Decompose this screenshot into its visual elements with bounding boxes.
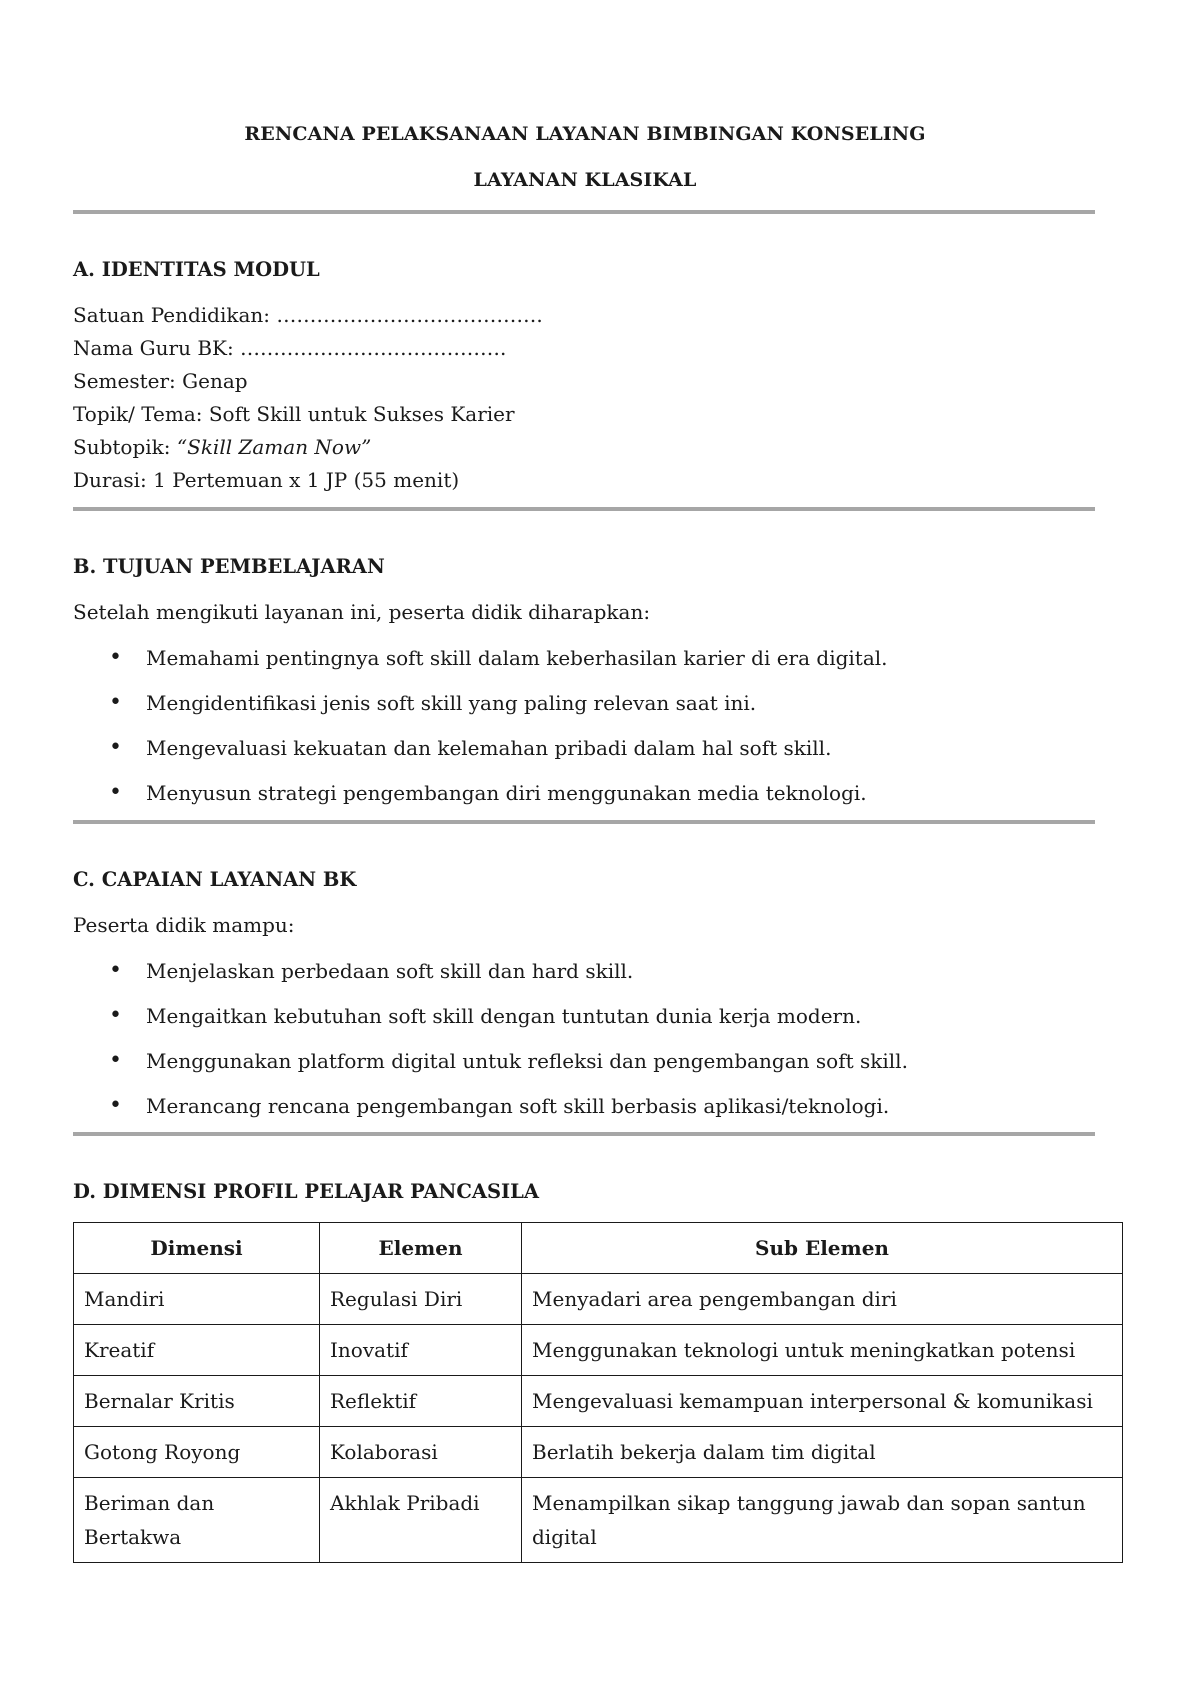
- table-cell: Menggunakan teknologi untuk meningkatkan potensi: [522, 1325, 1123, 1376]
- table-cell: Akhlak Pribadi: [320, 1478, 522, 1563]
- column-header: Dimensi: [74, 1223, 320, 1274]
- column-header: Elemen: [320, 1223, 522, 1274]
- capaian-list: [73, 956, 908, 1136]
- dimensi-table: [73, 1222, 1123, 1563]
- subtopik: [73, 435, 371, 459]
- table-cell: Berlatih bekerja dalam tim digital: [522, 1427, 1123, 1478]
- document-title: RENCANA PELAKSANAAN LAYANAN BIMBINGAN KONSELING: [244, 123, 926, 145]
- subtopik-value: “Skill Zaman Now”: [176, 435, 372, 459]
- table-row: [74, 1427, 1123, 1478]
- divider: [73, 820, 1095, 824]
- table-cell: Beriman dan Bertakwa: [74, 1478, 320, 1563]
- section-c-heading: C. CAPAIAN LAYANAN BK: [73, 868, 357, 891]
- divider: [73, 507, 1095, 511]
- list-item: • Menggunakan platform digital untuk refleksi dan pengembangan soft skill.: [73, 1046, 908, 1091]
- table-cell: Regulasi Diri: [320, 1274, 522, 1325]
- table-cell: Kreatif: [74, 1325, 320, 1376]
- table-header-row: [74, 1223, 1123, 1274]
- list-item: • Mengaitkan kebutuhan soft skill dengan tuntutan dunia kerja modern.: [73, 1001, 908, 1046]
- table-row: [74, 1325, 1123, 1376]
- table-cell: Mandiri: [74, 1274, 320, 1325]
- durasi: Durasi: 1 Pertemuan x 1 JP (55 menit): [73, 468, 460, 492]
- semester: Semester: Genap: [73, 369, 248, 393]
- section-b-intro: Setelah mengikuti layanan ini, peserta didik diharapkan:: [73, 600, 651, 624]
- table-row: [74, 1478, 1123, 1563]
- document-subtitle: LAYANAN KLASIKAL: [473, 169, 697, 191]
- list-item: • Menjelaskan perbedaan soft skill dan hard skill.: [73, 956, 908, 1001]
- subtopik-label: Subtopik:: [73, 435, 177, 459]
- table-cell: Menampilkan sikap tanggung jawab dan sopan santun digital: [522, 1478, 1123, 1563]
- section-d-heading: D. DIMENSI PROFIL PELAJAR PANCASILA: [73, 1180, 540, 1203]
- table-row: [74, 1376, 1123, 1427]
- list-item: • Menyusun strategi pengembangan diri menggunakan media teknologi.: [73, 778, 888, 823]
- list-item: • Mengevaluasi kekuatan dan kelemahan pribadi dalam hal soft skill.: [73, 733, 888, 778]
- table-row: [74, 1274, 1123, 1325]
- satuan-pendidikan: Satuan Pendidikan: ………………………………….: [73, 303, 543, 327]
- table-cell: Inovatif: [320, 1325, 522, 1376]
- section-b-heading: B. TUJUAN PEMBELAJARAN: [73, 555, 385, 578]
- table-cell: Bernalar Kritis: [74, 1376, 320, 1427]
- table-cell: Reflektif: [320, 1376, 522, 1427]
- tujuan-list: [73, 643, 888, 823]
- section-c-intro: Peserta didik mampu:: [73, 913, 295, 937]
- table-cell: Gotong Royong: [74, 1427, 320, 1478]
- topik: Topik/ Tema: Soft Skill untuk Sukses Karier: [73, 402, 515, 426]
- section-a-heading: A. IDENTITAS MODUL: [73, 258, 320, 281]
- list-item: • Mengidentifikasi jenis soft skill yang paling relevan saat ini.: [73, 688, 888, 733]
- nama-guru: Nama Guru BK: ………………………………….: [73, 336, 507, 360]
- table-cell: Menyadari area pengembangan diri: [522, 1274, 1123, 1325]
- column-header: Sub Elemen: [522, 1223, 1123, 1274]
- table-cell: Mengevaluasi kemampuan interpersonal & komunikasi: [522, 1376, 1123, 1427]
- list-item: • Memahami pentingnya soft skill dalam keberhasilan karier di era digital.: [73, 643, 888, 688]
- list-item: • Merancang rencana pengembangan soft skill berbasis aplikasi/teknologi.: [73, 1091, 908, 1136]
- table-cell: Kolaborasi: [320, 1427, 522, 1478]
- divider: [73, 1132, 1095, 1136]
- divider: [73, 210, 1095, 214]
